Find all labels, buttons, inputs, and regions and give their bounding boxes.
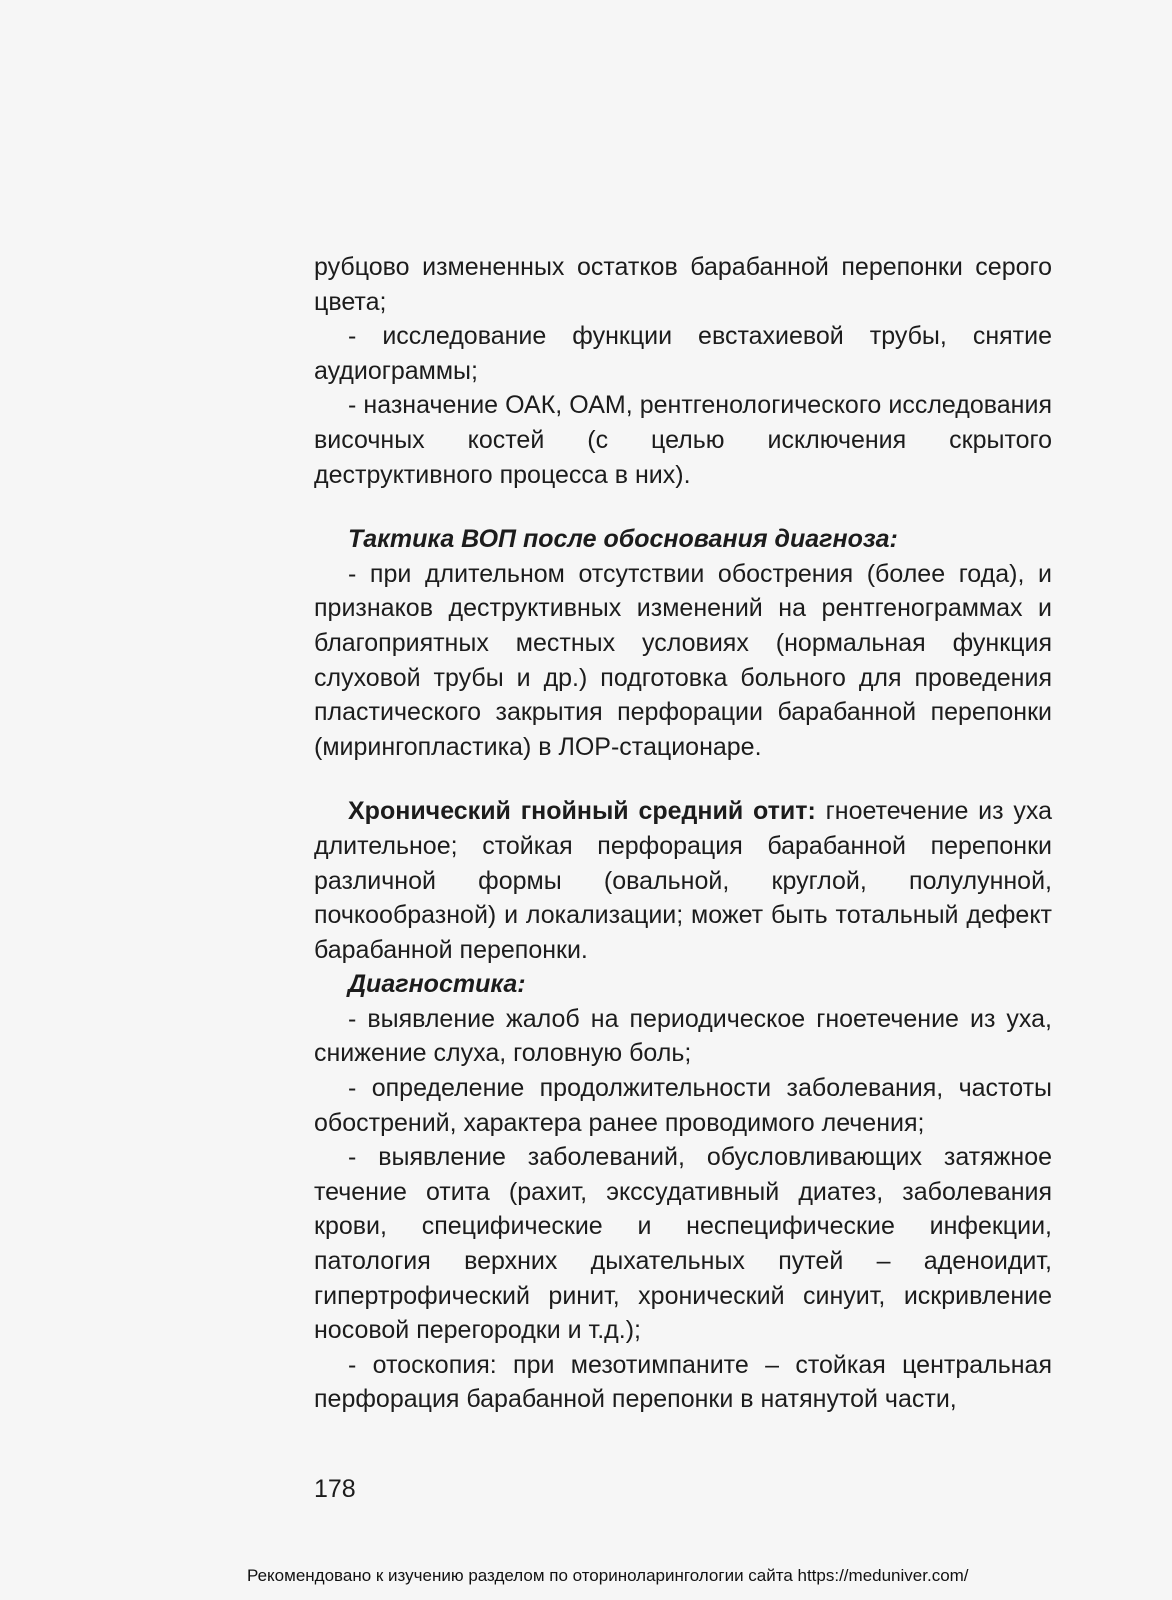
page-number: 178 xyxy=(314,1475,356,1503)
list-item: - при длительном отсутствии обострения (более года), и признаков деструктивных изменений на рентгенограммах и благоприятных местных условиях (нормальная функция слуховой трубы и др.) подготовка больного для проведения пластического закрытия перфорации барабанной перепонки (мирингопластика) в ЛОР-стационаре. xyxy=(314,559,1052,761)
section-paragraph xyxy=(314,794,1052,967)
list-item: - определение продолжительности заболевания, частоты обострений, характера ранее проводимого лечения; xyxy=(314,1074,1052,1137)
diagnostics-heading: Диагностика: xyxy=(348,970,526,999)
list-item: - исследование функции евстахиевой трубы, снятие аудиограммы; xyxy=(314,322,1052,385)
continuation-paragraph: рубцово измененных остатков барабанной перепонки серого цвета; xyxy=(314,253,1052,316)
list-item: - выявление заболеваний, обусловливающих затяжное течение отита (рахит, экссудативный диатез, заболевания крови, специфические и неспецифические инфекции, патология верхних дыхательных путей – аденоидит, гипертрофический ринит, хронический синуит, искривление носовой перегородки и т.д.); xyxy=(314,1143,1052,1345)
list-item: - выявление жалоб на периодическое гноетечение из уха, снижение слуха, головную боль; xyxy=(314,1004,1052,1068)
tactics-heading: Тактика ВОП после обоснования диагноза: xyxy=(348,525,898,554)
list-item: - отоскопия: при мезотимпаните – стойкая центральная перфорация барабанной перепонки в натянутой части, xyxy=(314,1350,1052,1414)
list-item: - назначение ОАК, ОАМ, рентгенологического исследования височных костей (с целью исключения скрытого деструктивного процесса в них). xyxy=(314,391,1052,489)
section-term: Хронический гнойный средний отит: xyxy=(348,797,816,826)
page-body xyxy=(314,250,1052,1417)
footer-recommendation: Рекомендовано к изучению разделом по оториноларингологии сайта https://meduniver.com/ xyxy=(247,1566,969,1585)
section-text: гноетечение из уха длительное; стойкая перфорация барабанной перепонки различной формы (овальной, круглой, полулунной, почкообразной) и локализации; может быть тотальный дефект барабанной перепонки. xyxy=(314,797,1052,964)
